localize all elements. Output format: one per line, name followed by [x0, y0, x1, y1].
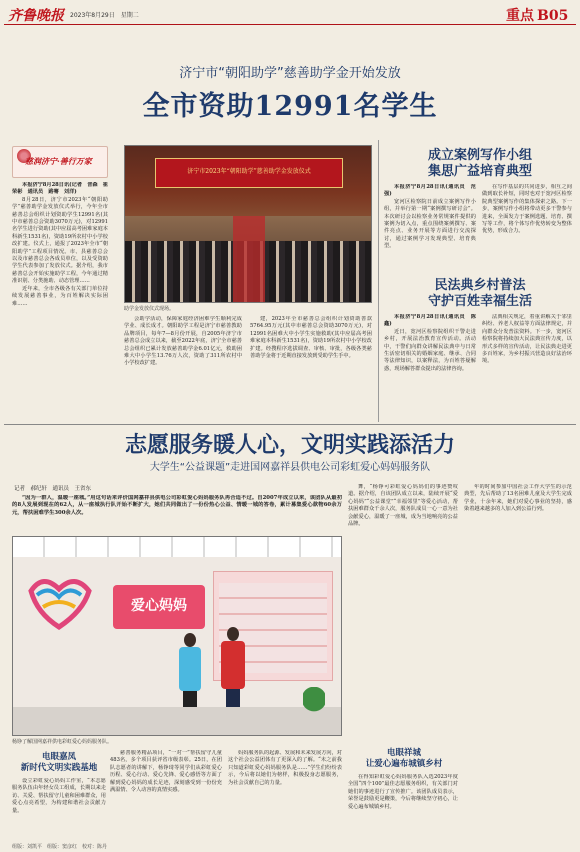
story2-title: 成立案例写作小组 集思广益培育典型 [427, 148, 532, 179]
story6-title: 电眼祥城 让爱心遍布城镇乡村 [365, 748, 443, 769]
volunteer-photo [12, 536, 342, 736]
header-date: 2023年8月29日 星期二 [70, 12, 139, 19]
story3-body-right [482, 314, 572, 420]
story4-subtitle: 大学生“公益课题”走进国网嘉祥县供电公司彩虹爱心妈妈服务队 [149, 462, 431, 473]
story1-col3-text: 建，2023年全市慈善总会组织计划资助善款5764.95万元(其中市慈善总会资助3070万元)，对12991名困难大中小学生实施救助(其中应届高考困难家庭本科新生1531名)，资助19所农村中小学校改扩建。经搜程序选拔调查、审核、审批，各级各类慈善助学金将于近期直接发放到受助学生手中。 [250, 316, 372, 360]
story3-title: 民法典乡村普法 守护百姓幸福生活 [427, 278, 532, 309]
banner-text: 济宁市2023年“朝阳助学”慈善助学金发放仪式 [187, 168, 311, 175]
header-rule [4, 24, 576, 25]
story4-col1 [110, 750, 222, 842]
story2-text-a: 宽河区检察院日前成立案例写作小组，并举行第一期“案例撰写研讨会”。本次研讨会以检察业务常规案件提供的案例为切入点，重点围绕案例撰写、案件亮点、业务开展等方面进行交流探讨，通过案例学习发现典型、培育典型。 [384, 198, 476, 250]
red-carpet [233, 216, 265, 303]
potted-plant [303, 687, 325, 727]
office-ceiling [13, 537, 342, 557]
masthead: 齐鲁晚报 [8, 8, 64, 24]
campaign-badge [12, 146, 108, 178]
story5-title: 电眼嘉凤 新时代文明实践基地 [20, 752, 98, 773]
story1-para1: 8月28日，济宁市2023年“朝阳助学”慈善助学金发放仪式举行，今年全市慈善总会组织计划资助学生12991名(其中市慈善总会资助3070万元)，对12991名学生进行资助(其中应届高考困难家庭本科新生1531名)，资助19所农村中小学校改扩建。仪式上，通报了2023年全市“朝阳助学”工程项目情况。市、县慈善总会以及市慈善总会各成员单位，以及受资助学生代表参加了发放仪式。据介绍，我市慈善总会开始实施助学工程，今年通过精准识别、分类施助、动态管理…… [12, 196, 108, 285]
badge-text: 慈润济宁·善行万家 [25, 156, 92, 166]
floor [13, 707, 342, 736]
story4-byline: 记者 郝纪轩 通讯员 王省东 [14, 486, 92, 492]
story3-body-left [384, 314, 476, 420]
story4-col3-text: 舞，“杨铮可彩虹爱心妈妈们的事迹赞叹道。据介绍，自该团队成立以来，陆续开展“爱心妈妈”“公益课堂”“幸福邻里”等爱心活动，帮扶困难群众千余人次，服务队成员一心一意为社会献爱心，温暖了一座城，成为当地响亮的公益品牌。 [348, 484, 458, 528]
story4-col2 [228, 750, 342, 842]
section-rule [4, 424, 576, 425]
story2-body-left [384, 184, 476, 274]
heart-logo-icon [23, 571, 101, 631]
column-divider [378, 140, 379, 422]
wall-sign-text: 爱心妈妈 [131, 598, 187, 614]
story5-body [12, 778, 106, 842]
story1-photo-caption: 助学金发放仪式现场。 [124, 306, 175, 312]
story1-body-col3 [250, 316, 372, 420]
section-name: 重点 [506, 8, 534, 24]
story4-col1-text: 慈善服务精品项目，“一对一”帮扶留守儿童483名，多个项目获评省市级表彰。25日，在团队志愿者的讲解下，杨铮琦等同学们从彩虹爱心历程、爱心行动、爱心先锋、爱心感悟等方面了解到爱心妈妈的成长足迹，深刻感受到一份份充满温情、令人动容的真情实感。 [110, 750, 222, 794]
story4-lead-text: “因为一群人，温暖一座城。”用这句话来评价国网嘉祥县供电公司彩虹爱心妈妈服务队再合适不过。自2007年成立以来，该团队从最初的8人发展到现在的62人，从一座城执行队开始不断扩大，她们共同做出了一份份热心公益、情暖一城的答卷，累计募集爱心款物60余万元，帮扶困难学生300余人次。 [12, 495, 342, 516]
story2-text-b: 在写作基层的共同进步，相互之间做到取长补短，同时也对于宽河区检察院典型案例写作的集体探索之路。下一步，案例写作小组将带动更多干警参与进来，全面发力于案例选题、培育、撰写等工作，将个体写作优势转变为整体优势，形成合力。 [482, 184, 572, 235]
story1-byline: 本报济宁8月28日讯(记者 晋森 崔荣彬 通讯员 路骞 刘洋) [12, 182, 108, 196]
story6-body [348, 774, 458, 842]
section-label [506, 5, 568, 25]
story1-body-col1 [12, 182, 108, 420]
footer-credits: 组版：刘凯平 组版：窦彦红 校对：陈丹 [12, 844, 108, 850]
story3-byline: 本报济宁8月28日讯(通讯员 陈鑫) [384, 314, 476, 328]
ceremony-photo [124, 145, 372, 303]
story2-byline: 本报济宁8月28日讯(通讯员 范强) [384, 184, 476, 198]
story5-text: 设立彩虹爱心妈妈工作室，“本志愿服务队伍由年轻女员工组成，长期以来走访、关爱、帮扶留守儿童和困难群众，用爱心点亮希望，为构建和谐社会贡献力量。 [12, 778, 106, 814]
story4-photo-caption: 杨铮了解国网嘉祥供电彩虹爱心妈妈服务队。 [12, 739, 113, 745]
page-number: B05 [537, 8, 569, 24]
story4-col3 [348, 484, 458, 744]
story6-text: 在得知彩虹爱心妈妈服务队入选2023年度全国“四个100”最佳志愿服务组织，有关部门对她们的事迹进行了宣传推广。该团队成员表示，荣誉是鼓励更是鞭策，今后将继续坚守初心，让爱心遍布城镇乡村。 [348, 774, 458, 810]
story1-para2: 近年来，全市各级各有关部门单位持续发展慈善事业，为百姓解决实际困难…… [12, 285, 108, 307]
story1-title: 全市资助12991名学生 [142, 91, 438, 122]
story3-text-a: 近日，宽河区检察院组织干警走进乡村，开展法治教育宣传活动。活动中，干警们向群众讲解民法典中与日常生活密切相关的婚姻家庭、继承、合同等法律知识，以案释法，为百姓答疑解惑，现场解答群众提出的法律咨询。 [384, 328, 476, 372]
story1-kicker: 济宁市“朝阳助学”慈善助学金开始发放 [179, 66, 401, 81]
story4-lead [12, 495, 342, 531]
story2-body-right [482, 184, 572, 274]
story4-title: 志愿服务暖人心，文明实践添活力 [124, 432, 455, 458]
story4-col4 [464, 484, 572, 842]
story4-col4-text: 年的时间参加中国社会工作大学生的示范典型，先后帮助了13名困难儿童及大学生完成学业，十余年来，她们对爱心事业的坚持，感染着越来越多的人加入到公益行列。 [464, 484, 572, 513]
story1-col2-text: 会助学活动，保障家庭经济困难学生顺利完成学业、成长成才。朝阳助学工程是济宁市慈善教助品牌项目，每年7—8月份开展，自2005年济宁市慈善总会成立以来，截至2022年底，济宁全市慈善总会组织已累计发放慈善助学金6.01亿元，救助困难大中小学生13.76万人次，资助了311所农村中小学校改扩建。 [124, 316, 242, 367]
story1-body-col2 [124, 316, 242, 420]
story3-text-b: 法典相关规定，着重讲解关于邻里纠纷、养老人权益等方面法律规定，并向群众分发普法资料。下一步，宽河区检察院将持续加大民法典宣传力度，以形式多样的宣传活动，让民法典走进更多百姓家，为乡村振兴营造良好法治环境。 [482, 314, 572, 365]
story4-col2-text: 妈妈服务队的起源、发展和未来发展方向，对这个社会公益团体有了更深入的了解。“未之前我只知道彩虹爱心妈妈服务队是……”学生们纷纷表示，今后将以她们为榜样，积极投身志愿服务，为社会贡献自己的力量。 [228, 750, 342, 786]
